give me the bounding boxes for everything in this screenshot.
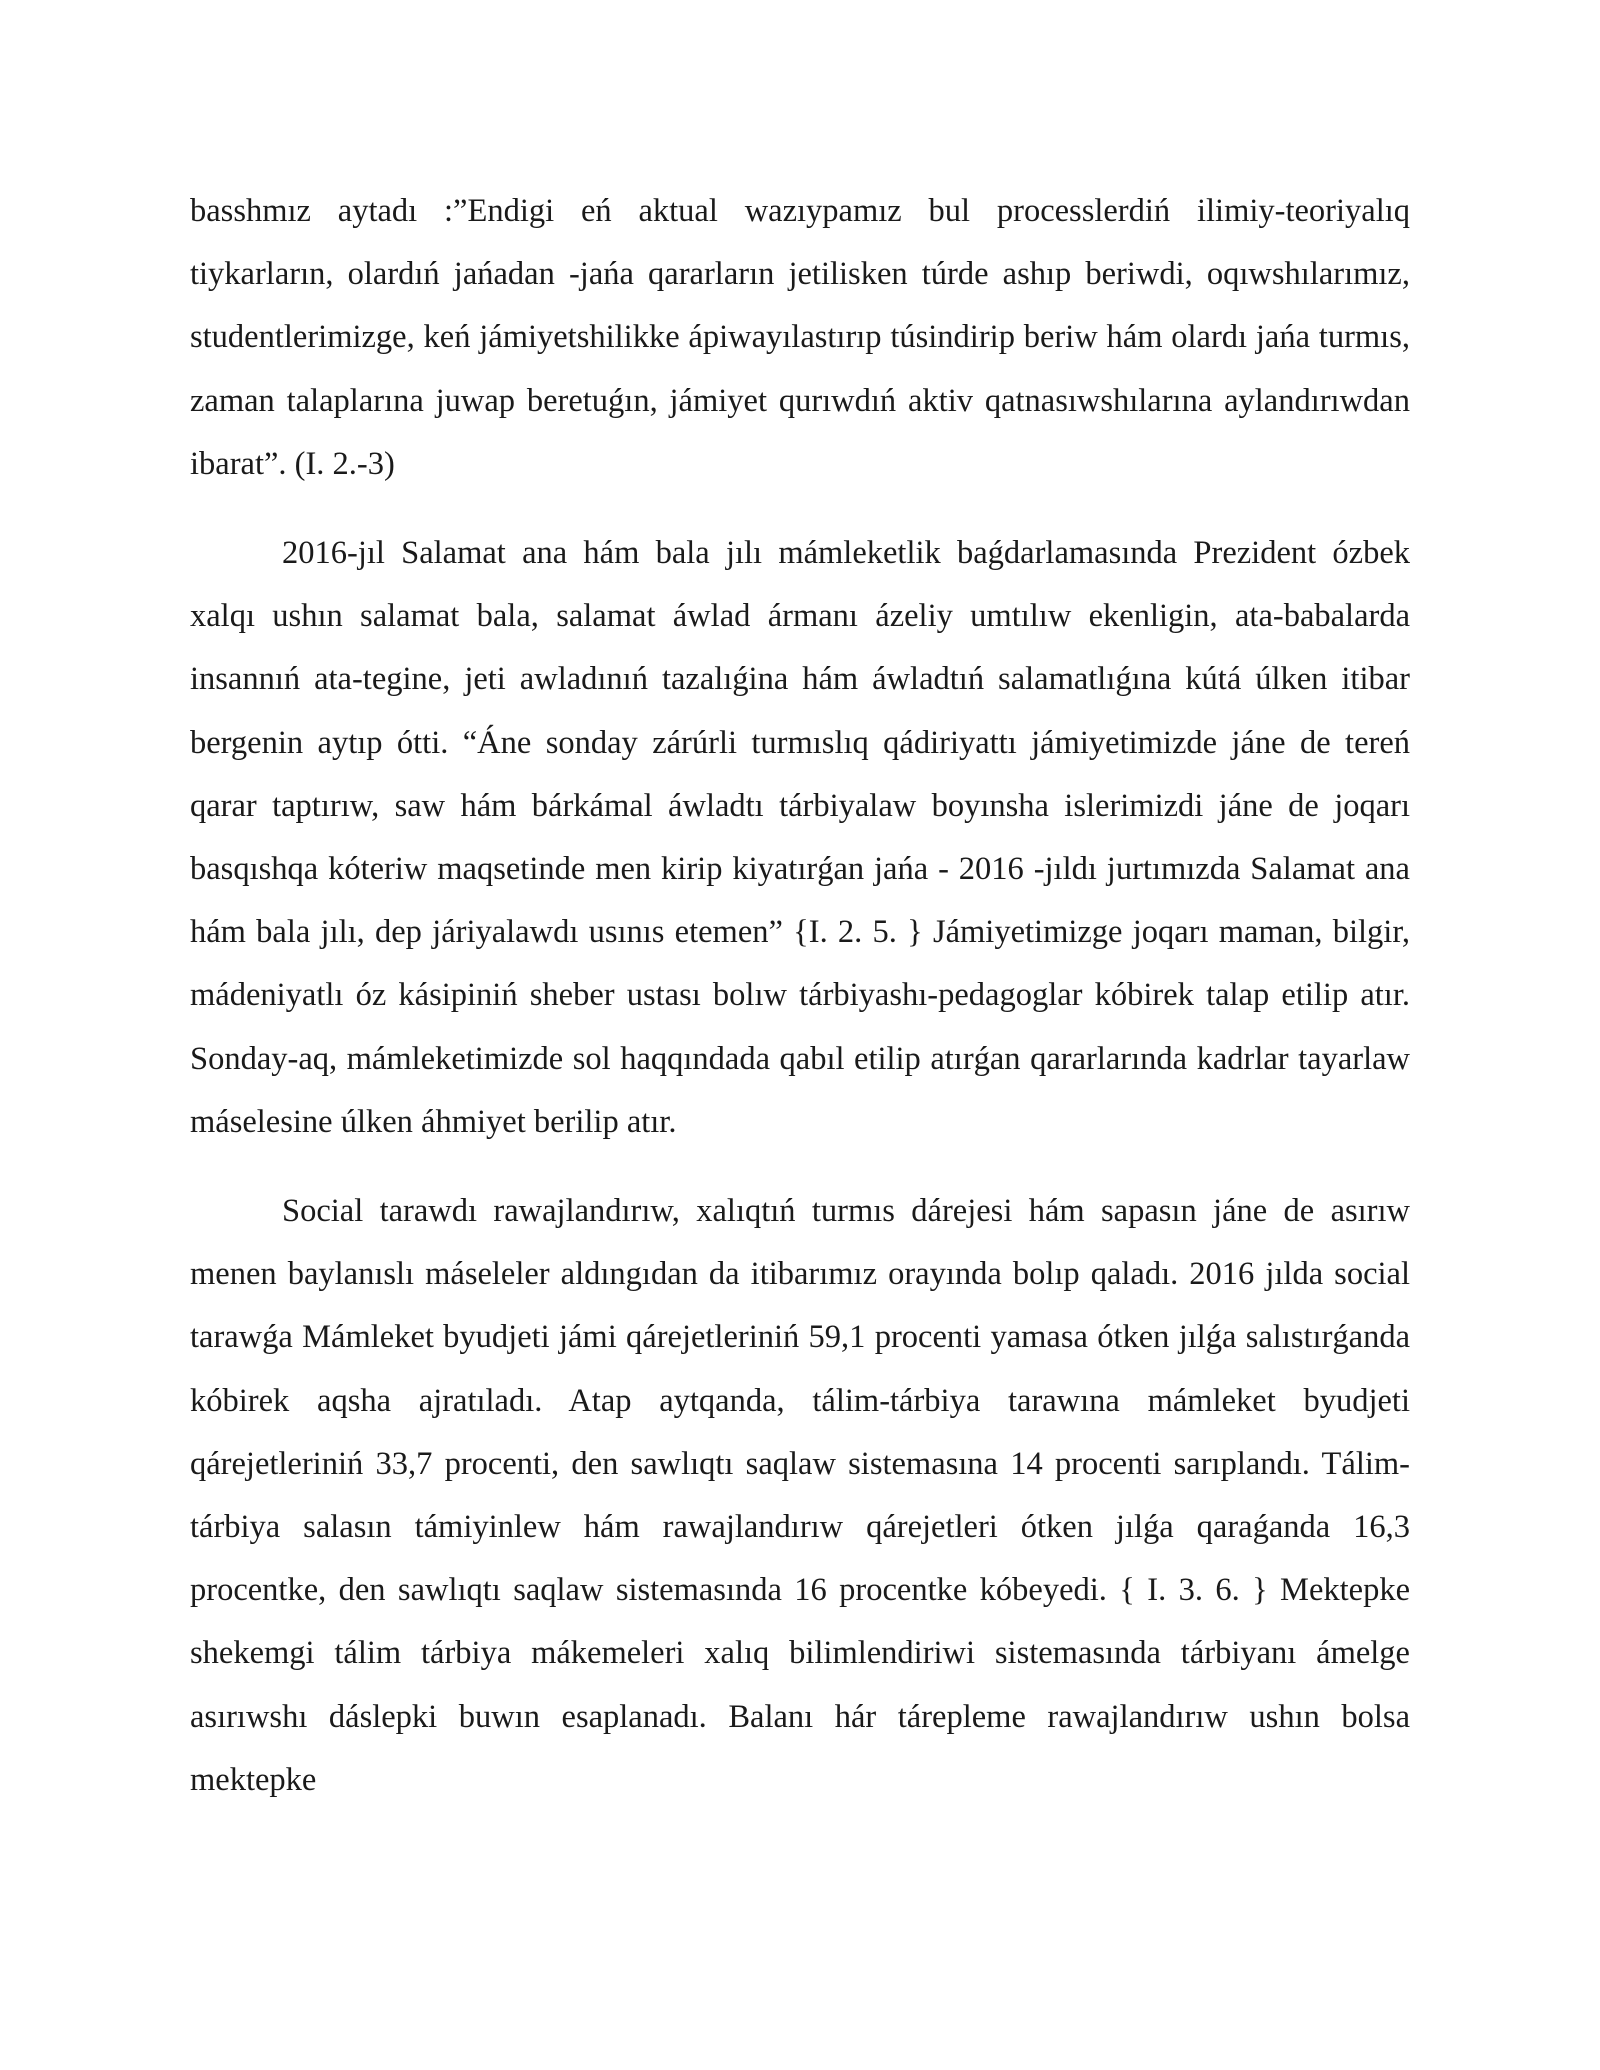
document-page: [190, 180, 1410, 1812]
paragraph-2: 2016-jıl Salamat ana hám bala jılı mámleketlik baǵdarlamasında Prezident ózbek xalqı ushın salamat bala, salamat áwlad ármanı ázeliy umtılıw ekenligin, ata-babalarda insannıń ata-tegine, jeti awladınıń tazalıǵina hám áwladtıń salamatlıǵına kútá úlken itibar bergenin aytıp ótti. “Áne sonday zárúrli turmıslıq qádiriyattı jámiyetimizde jáne de tereń qarar taptırıw, saw hám bárkámal áwladtı tárbiyalaw boyınsha islerimizdi jáne de joqarı basqıshqa kóteriw maqsetinde men kirip kiyatırǵan jańa - 2016 -jıldı jurtımızda Salamat ana hám bala jılı, dep járiyalawdı usınıs etemen” {I. 2. 5. } Jámiyetimizge joqarı maman, bilgir, mádeniyatlı óz kásipiniń sheber ustası bolıw tárbiyashı-pedagoglar kóbirek talap etilip atır. Sonday-aq, mámleketimizde sol haqqındada qabıl etilip atırǵan qararlarında kadrlar tayarlaw máselesine úlken áhmiyet berilip atır.: [190, 535, 1410, 1140]
paragraph-3: Social tarawdı rawajlandırıw, xalıqtıń turmıs dárejesi hám sapasın jáne de asırıw menen baylanıslı máseleler aldıngıdan da itibarımız orayında bolıp qaladı. 2016 jılda social tarawǵa Mámleket byudjeti jámi qárejetleriniń 59,1 procenti yamasa ótken jılǵa salıstırǵanda kóbirek aqsha ajratıladı. Atap aytqanda, tálim-tárbiya tarawına mámleket byudjeti qárejetleriniń 33,7 procenti, den sawlıqtı saqlaw sistemasına 14 procenti sarıplandı. Tálim-tárbiya salasın támiyinlew hám rawajlandırıw qárejetleri ótken jılǵa qaraǵanda 16,3 procentke, den sawlıqtı saqlaw sistemasında 16 procentke kóbeyedi. { I. 3. 6. } Mektepke shekemgi tálim tárbiya mákemeleri xalıq bilimlendiriwi sistemasında tárbiyanı ámelge asırıwshı dáslepki buwın esaplanadı. Balanı hár tárepleme rawajlandırıw ushın bolsa mektepke: [190, 1193, 1410, 1798]
paragraph-1: basshmız aytadı :”Endigi eń aktual wazıypamız bul processlerdiń ilimiy-teoriyalıq tiykarların, olardıń jańadan -jańa qararların jetilisken túrde ashıp beriwdi, oqıwshılarımız, studentlerimizge, keń jámiyetshilikke ápiwayılastırıp túsindirip beriw hám olardı jańa turmıs, zaman talaplarına juwap beretuǵın, jámiyet qurıwdıń aktiv qatnasıwshılarına aylandırıwdan ibarat”. (I. 2.-3): [190, 193, 1410, 482]
